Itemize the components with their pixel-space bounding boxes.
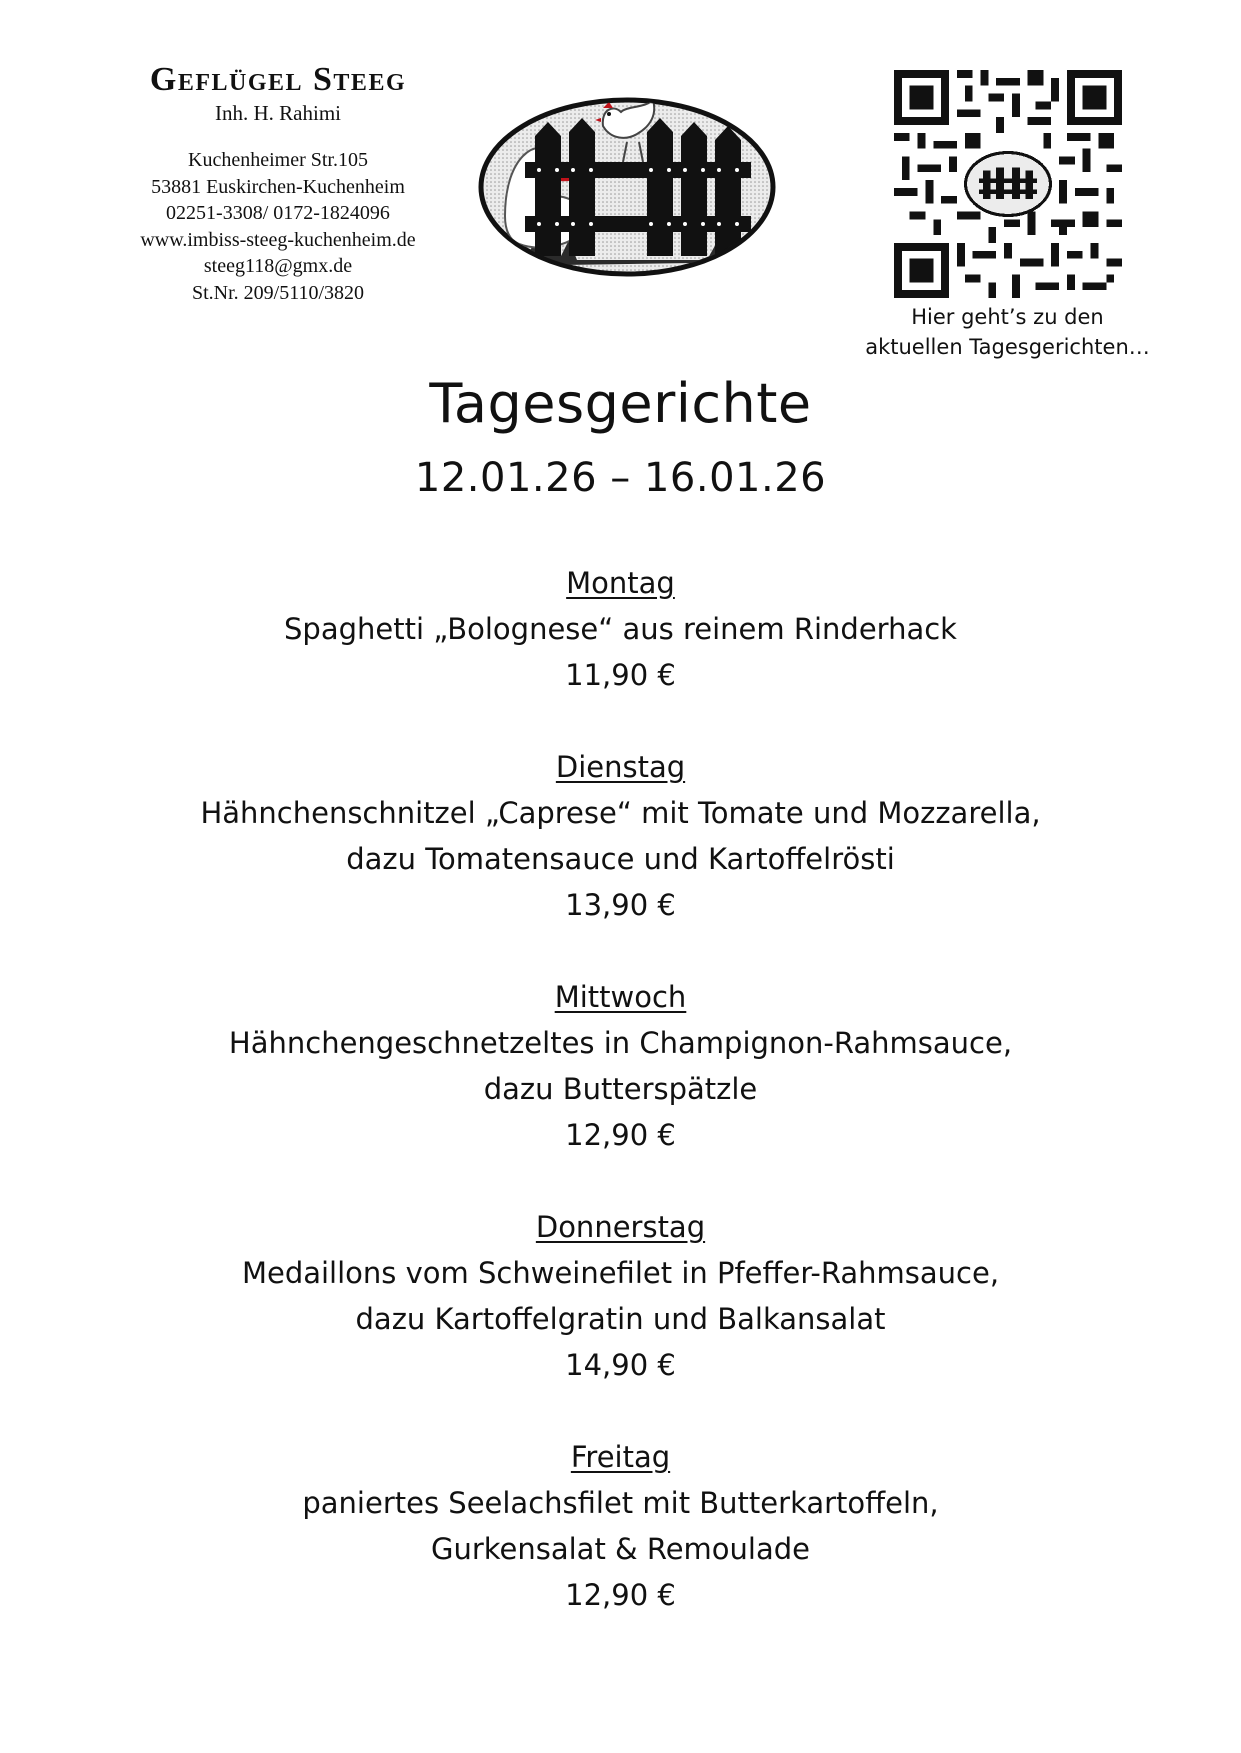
street-address: Kuchenheimer Str.105: [188, 149, 368, 172]
tax-number: St.Nr. 209/5110/3820: [191, 281, 365, 304]
menu-day-tuesday: [0, 744, 1241, 928]
dish-price: 12,90 €: [565, 1578, 676, 1612]
qr-code[interactable]: [894, 70, 1122, 298]
letterhead: [98, 60, 458, 306]
qr-caption: [840, 302, 1175, 362]
menu-day-thursday: [0, 1204, 1241, 1388]
dish-description: dazu Butterspätzle: [483, 1072, 758, 1106]
dish-price: 13,90 €: [565, 888, 676, 922]
day-heading: Montag: [566, 566, 675, 600]
email-link[interactable]: steeg118@gmx.de: [203, 255, 353, 278]
dish-price: 14,90 €: [565, 1348, 676, 1382]
dish-description: Spaghetti „Bolognese“ aus reinem Rinderhack: [284, 612, 957, 646]
dish-description: paniertes Seelachsfilet mit Butterkartoffeln,: [302, 1486, 939, 1520]
day-heading: Freitag: [570, 1440, 671, 1474]
poultry-fence-logo: [477, 96, 777, 278]
day-heading: Donnerstag: [535, 1210, 706, 1244]
qr-caption-line-1: Hier geht’s zu den: [911, 305, 1104, 329]
dish-description: dazu Tomatensauce und Kartoffelrösti: [346, 842, 895, 876]
qr-caption-line-2: aktuellen Tagesgerichten…: [865, 335, 1150, 359]
dish-price: 11,90 €: [565, 658, 676, 692]
menu-day-monday: [0, 560, 1241, 698]
daily-menu: [0, 560, 1241, 1664]
dish-description: Gurkensalat & Remoulade: [430, 1532, 811, 1566]
day-heading: Mittwoch: [554, 980, 687, 1014]
menu-day-wednesday: [0, 974, 1241, 1158]
menu-day-friday: [0, 1434, 1241, 1618]
page-title: Tagesgerichte: [429, 372, 812, 435]
dish-description: Medaillons vom Schweinefilet in Pfeffer-Rahmsauce,: [241, 1256, 1000, 1290]
dish-price: 12,90 €: [565, 1118, 676, 1152]
date-range: 12.01.26 – 16.01.26: [414, 455, 827, 501]
dish-description: Hähnchenschnitzel „Caprese“ mit Tomate und Mozzarella,: [200, 796, 1041, 830]
phone-numbers: 02251-3308/ 0172-1824096: [166, 202, 390, 225]
dish-description: dazu Kartoffelgratin und Balkansalat: [355, 1302, 886, 1336]
day-heading: Dienstag: [555, 750, 686, 784]
contact-block: [98, 147, 458, 306]
website-link[interactable]: www.imbiss-steeg-kuchenheim.de: [140, 228, 416, 251]
city-address: 53881 Euskirchen-Kuchenheim: [151, 175, 405, 198]
company-name: Geflügel Steeg: [149, 61, 407, 98]
dish-description: Hähnchengeschnetzeltes in Champignon-Rahmsauce,: [228, 1026, 1013, 1060]
owner-name: Inh. H. Rahimi: [215, 101, 341, 126]
